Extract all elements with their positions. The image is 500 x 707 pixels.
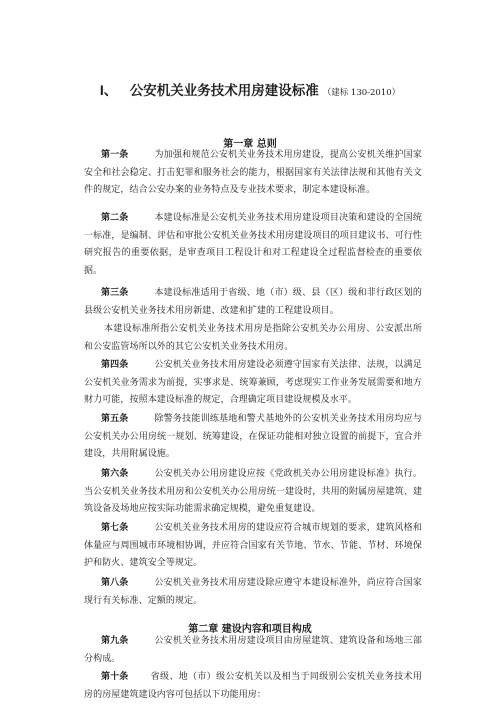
document-title (0, 79, 500, 100)
article-text: 为加强和规范公安机关业务技术用房建设，提高公安机关维护国家安全和社会稳定、打击犯罪和服务社会的能力，根据国家有关法律法规和其他有关文件的规定，结合公安办案的业务特点及专业技术要求，制定本建设标准。 (84, 150, 422, 196)
article-label: 第五条 (101, 414, 129, 424)
article-text: 本建设标准适用于省级、地（市）级、县（区）级和非行政区划的县级公安机关业务技术用房新建、改建和扩建的工程建设项目。 (84, 288, 422, 316)
article-label: 第二条 (101, 213, 129, 223)
chapter-heading: 第二章 建设内容和项目构成 (188, 624, 312, 635)
article-text: 省级、地（市）级公安机关以及相当于同级别公安机关业务技术用房的房屋建筑建设内容可包括以下功能用房： (84, 672, 422, 700)
title-number: I、 (99, 82, 118, 98)
article-8 (84, 575, 422, 610)
article-text: 除警务技能训练基地和警犬基地外的公安机关业务技术用房均应与公安机关办公用房统一规划、统筹建设，在保证功能相对独立设置的前提下，宜合并建设，共用附属设施。 (84, 414, 422, 460)
article-10 (84, 669, 422, 704)
article-label: 第七条 (101, 523, 129, 533)
article-label: 第四条 (101, 360, 129, 370)
article-text: 公安机关业务技术用房建设除应遵守本建设标准外，尚应符合国家现行有关标准、定额的规定。 (84, 578, 422, 606)
article-3-continuation (84, 321, 422, 356)
article-text: 公安机关业务技术用房建设项目由房屋建筑、建筑设备和场地三部分构成。 (84, 636, 422, 664)
article-label: 第一条 (101, 150, 129, 160)
article-label: 第三条 (101, 288, 129, 298)
article-3 (84, 285, 422, 320)
article-label: 第九条 (101, 636, 129, 646)
article-2 (84, 210, 422, 280)
article-text: 本建设标准是公安机关业务技术用房建设项目决策和建设的全国统一标准，是编制、评估和审批公安机关业务技术用房建设项目的项目建议书、可行性研究报告的重要依据，是审查项目工程设计和对工程建设全过程监督检查的重要依据。 (84, 213, 422, 276)
title-code: （建标 130-2010） (322, 88, 401, 98)
article-9 (84, 633, 422, 668)
article-label: 第八条 (101, 578, 129, 588)
article-5 (84, 411, 422, 464)
article-text: 本建设标准所指公安机关业务技术用房是指除公安机关办公用房、公安派出所和公安监管场所以外的其它公安机关业务技术用房。 (84, 324, 422, 352)
chapter-heading: 第一章 总则 (223, 139, 277, 150)
article-text: 公安机关业务技术用房建设必须遵守国家有关法律、法规，以满足公安机关业务需求为前提，实事求是、统筹兼顾，考虑现实工作业务发展需要和地方财力可能，按照本建设标准的规定，合理确定项目建设规模及水平。 (84, 360, 422, 406)
article-6 (84, 466, 422, 519)
article-text: 公安机关业务技术用房的建设应符合城市规划的要求，建筑风格和体量应与周围城市环境相协调，并应符合国家有关节地、节水、节能、节材、环境保护和防火、建筑安全等规定。 (84, 523, 422, 569)
article-7 (84, 520, 422, 573)
article-text: 公安机关办公用房建设应按《党政机关办公用房建设标准》执行。当公安机关业务技术用房和公安机关办公用房统一建设时，共用的附属房屋建筑、建筑设备及场地应按实际功能需求确定规模，避免重复建设。 (84, 469, 422, 515)
article-label: 第十条 (101, 672, 129, 682)
title-text: 公安机关业务技术用房建设标准 (129, 83, 319, 99)
article-1 (84, 147, 422, 200)
article-label: 第六条 (101, 469, 129, 479)
article-4 (84, 357, 422, 410)
